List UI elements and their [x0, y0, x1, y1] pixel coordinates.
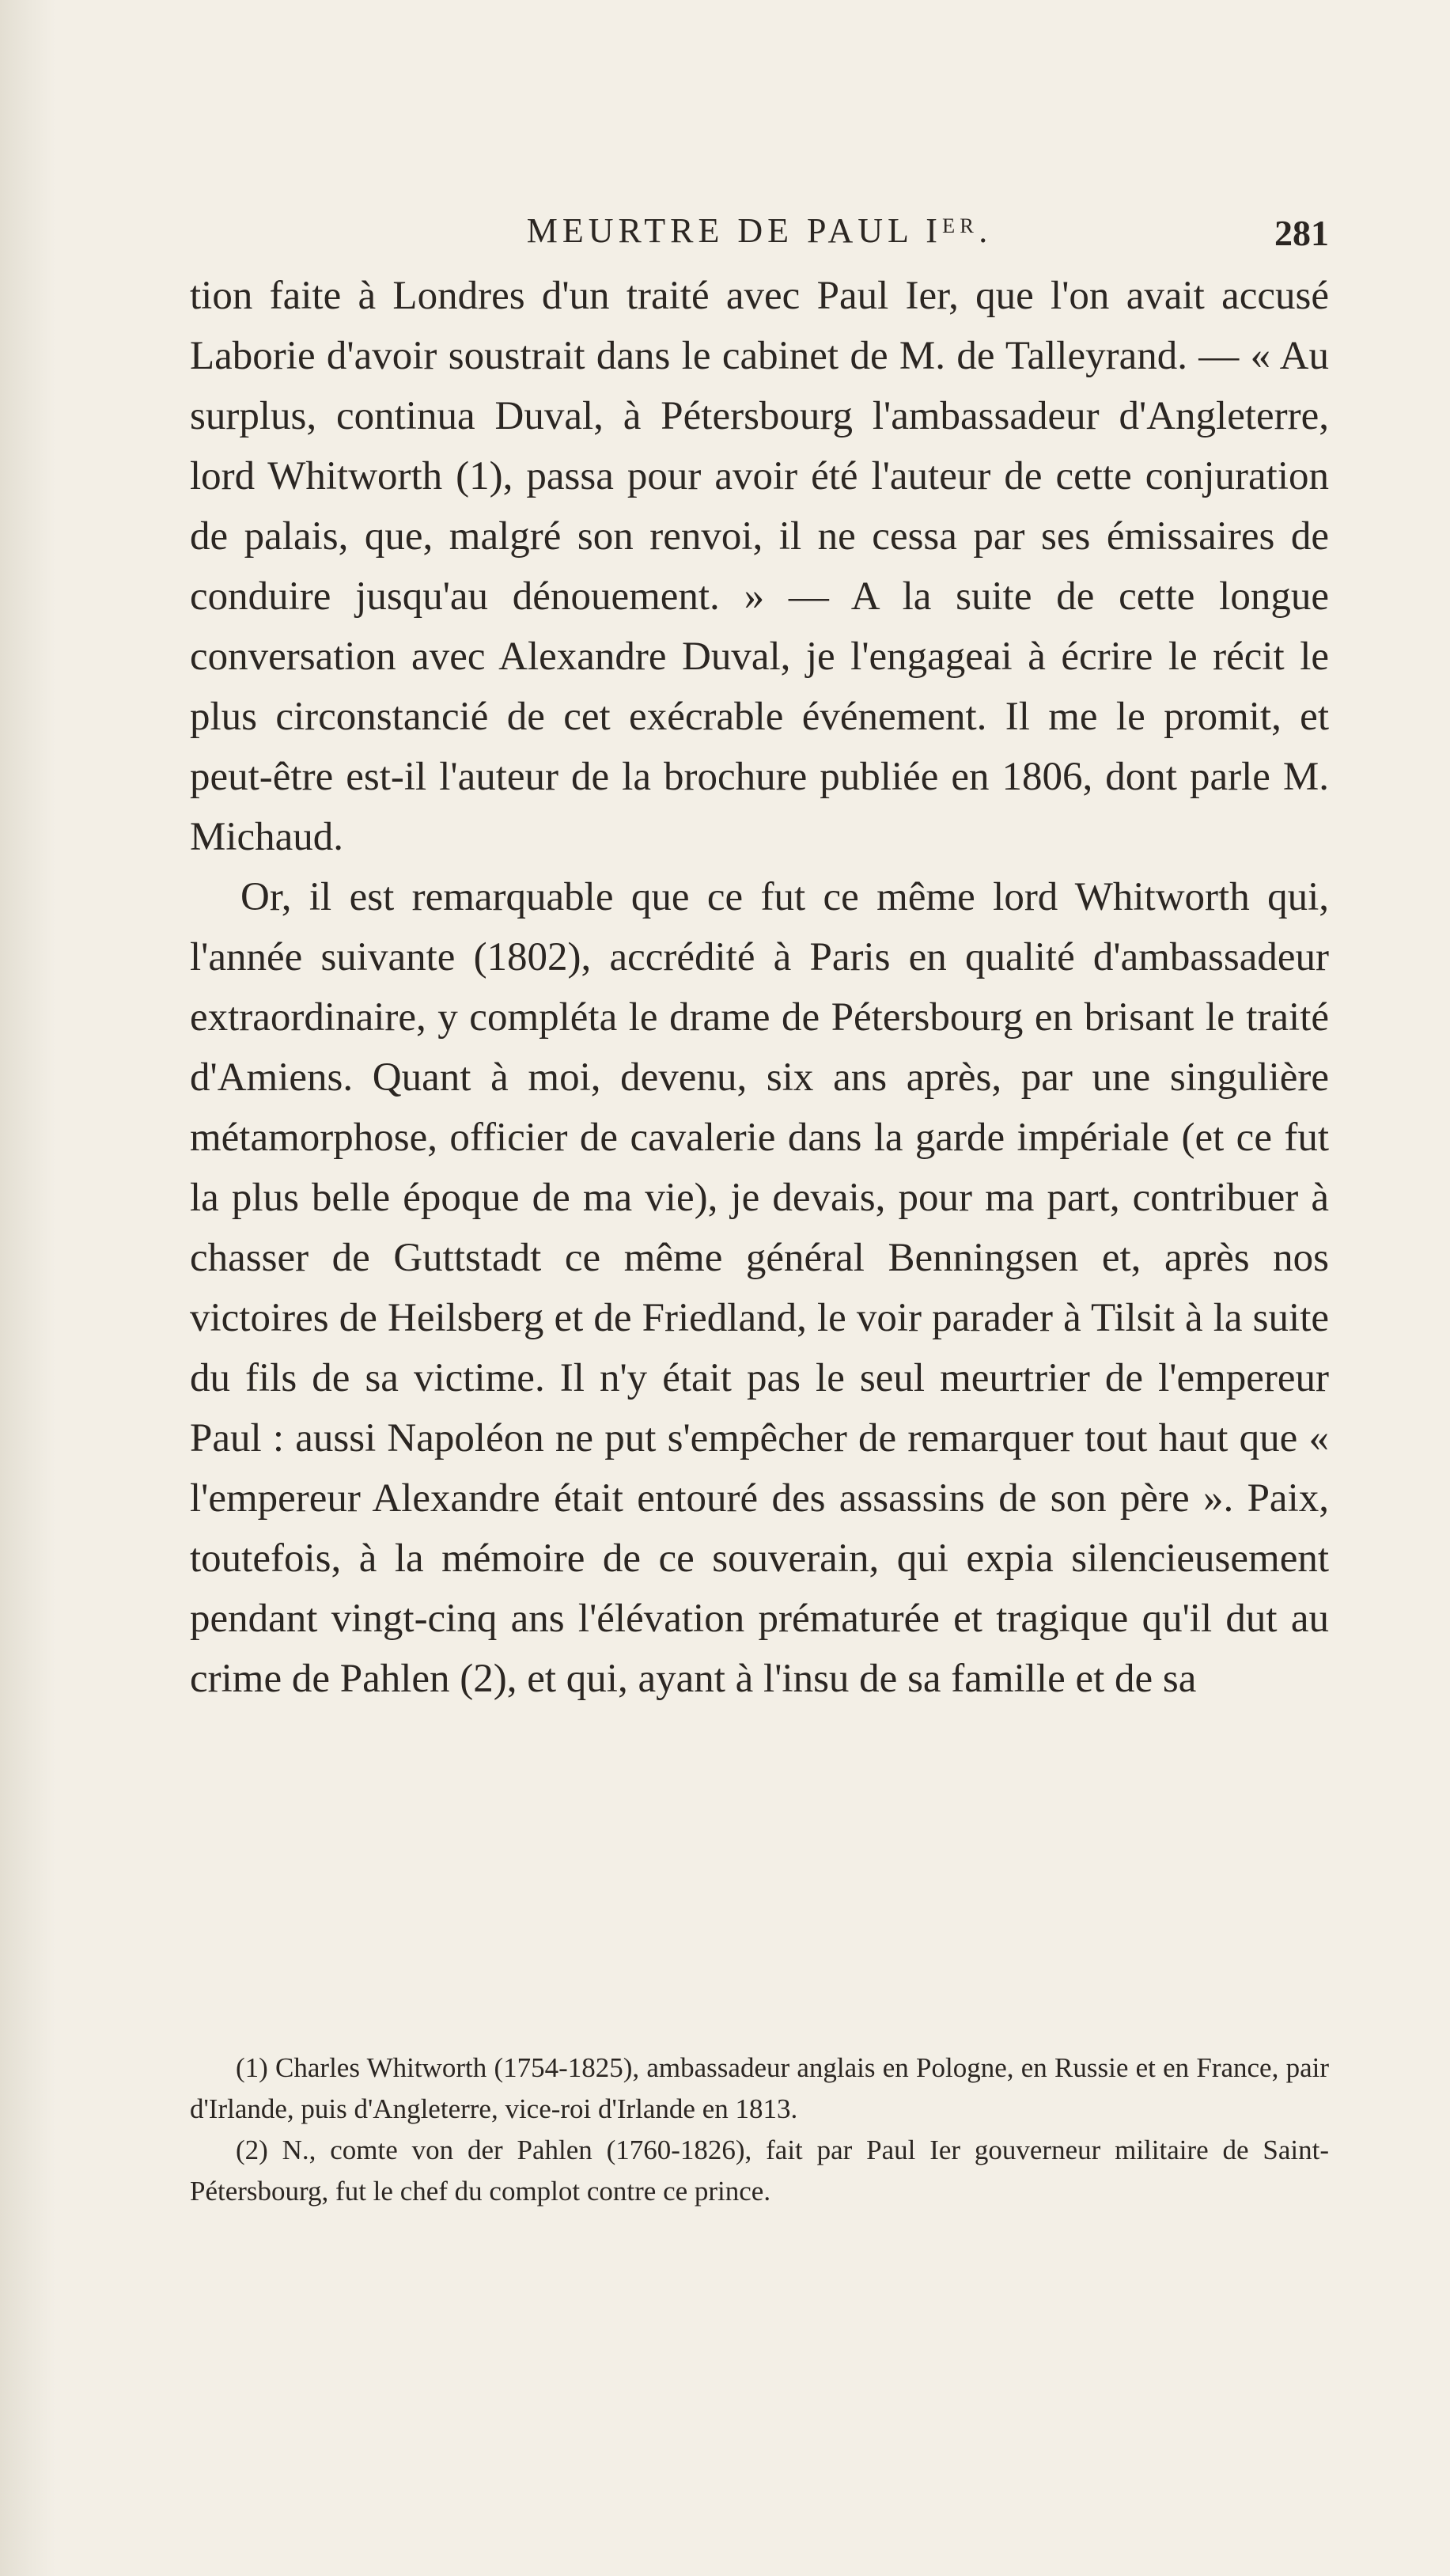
footnote-1: (1) Charles Whitworth (1754-1825), ambassadeur anglais en Pologne, en Russie et en France, pair d'Irlande, puis d'Angleterre, vice-roi d'Irlande en 1813. [190, 2052, 1329, 2124]
paragraph-1: tion faite à Londres d'un traité avec Paul Ier, que l'on avait accusé Laborie d'avoir soustrait dans le cabinet de M. de Talleyrand. — « Au surplus, continua Duval, à Pétersbourg l'ambassadeur d'Angleterre, lord Whitworth (1), passa pour avoir été l'auteur de cette conjuration de palais, que, malgré son renvoi, il ne cessa par ses émissaires de conduire jusqu'au dénouement. » — A la suite de cette longue conversation avec Alexandre Duval, je l'engageai à écrire le récit le plus circonstancié de cet exécrable événement. Il me le promit, et peut-être est-il l'auteur de la brochure publiée en 1806, dont parle M. Michaud. [190, 274, 1329, 859]
footnotes [190, 2048, 1329, 2212]
paragraph-2: Or, il est remarquable que ce fut ce même lord Whitworth qui, l'année suivante (1802), accrédité à Paris en qualité d'ambassadeur extraordinaire, y compléta le drame de Pétersbourg en brisant le traité d'Amiens. Quant à moi, devenu, six ans après, par une singulière métamorphose, officier de cavalerie dans la garde impériale (et ce fut la plus belle époque de ma vie), je devais, pour ma part, contribuer à chasser de Guttstadt ce même général Benningsen et, après nos victoires de Heilsberg et de Friedland, le voir parader à Tilsit à la suite du fils de sa victime. Il n'y était pas le seul meurtrier de l'empereur Paul : aussi Napoléon ne put s'empêcher de remarquer tout haut que « l'empereur Alexandre était entouré des assassins de son père ». Paix, toutefois, à la mémoire de ce souverain, qui expia silencieusement pendant vingt-cinq ans l'élévation prématurée et tragique qu'il dut au crime de Pahlen (2), et qui, ayant à l'insu de sa famille et de sa [190, 875, 1329, 1701]
body-text [190, 266, 1329, 1709]
page-number: 281 [1274, 213, 1329, 253]
running-header [190, 207, 1329, 263]
footnote-2: (2) N., comte von der Pahlen (1760-1826), fait par Paul Ier gouverneur militaire de Saint-Pétersbourg, fut le chef du complot contre ce prince. [190, 2135, 1329, 2207]
running-title: MEURTRE DE PAUL Iᴱᴿ. [526, 211, 993, 250]
page-gutter-shadow [0, 0, 55, 2576]
